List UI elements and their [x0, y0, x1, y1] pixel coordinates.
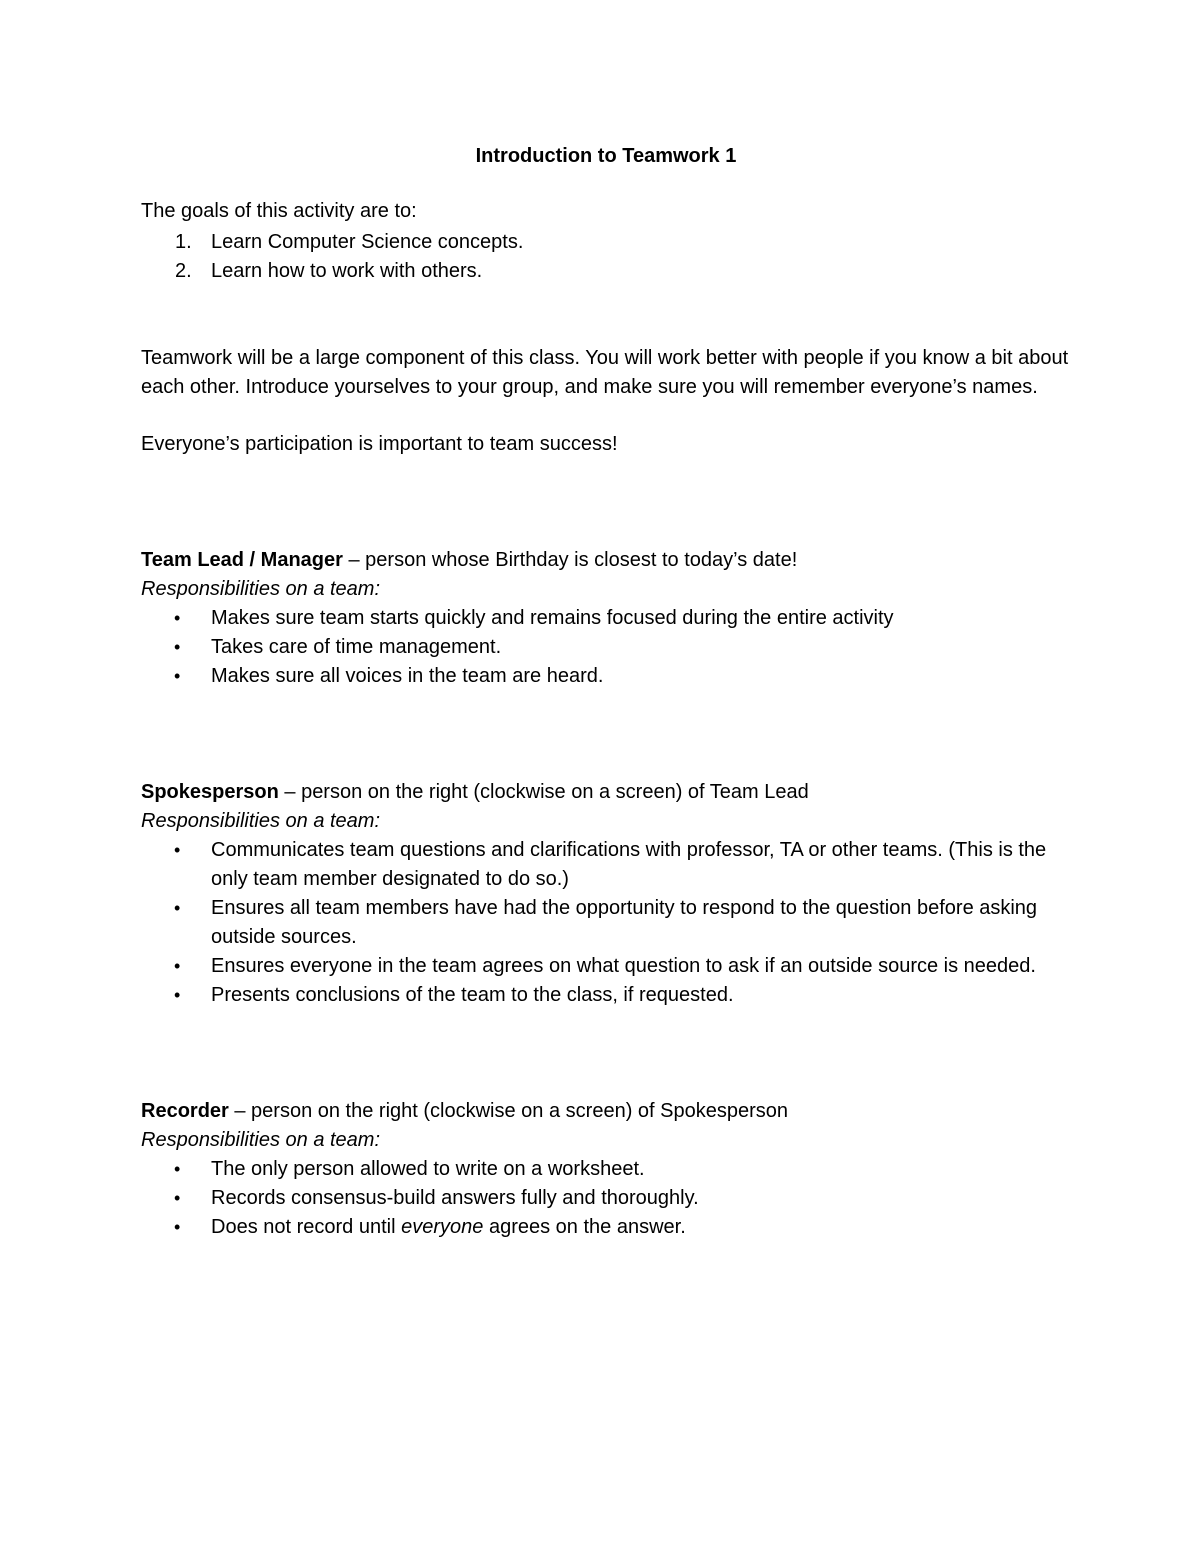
- goals-list-item: [141, 257, 1071, 286]
- document-title: Introduction to Teamwork 1: [475, 145, 737, 167]
- list-item: • Records consensus-build answers fully and thoroughly.: [141, 1184, 1071, 1213]
- goal-text: Learn Computer Science concepts.: [211, 231, 524, 253]
- role-description: – person on the right (clockwise on a screen) of Team Lead: [278, 781, 809, 803]
- role-description: – person on the right (clockwise on a screen) of Spokesperson: [228, 1100, 789, 1122]
- teamwork-paragraph: Teamwork will be a large component of this class. You will work better with people if you know a bit about each other. Introduce yourselves to your group, and make sure you will remember everyone’s names.: [141, 347, 1069, 398]
- bullet-icon: •: [174, 637, 181, 657]
- goals-intro: The goals of this activity are to:: [141, 200, 417, 222]
- emphasis-text: everyone: [401, 1216, 484, 1238]
- goals-list: [141, 228, 1071, 286]
- role-name: Recorder: [141, 1100, 229, 1122]
- participation-paragraph: Everyone’s participation is important to team success!: [141, 433, 618, 455]
- bullet-icon: •: [174, 1217, 181, 1237]
- list-item: • Does not record until everyone agrees on the answer.: [141, 1213, 1071, 1242]
- role-heading: [141, 546, 1071, 575]
- role-section-recorder: [141, 1097, 1071, 1242]
- responsibilities-list: [141, 1155, 1071, 1242]
- list-number: 2.: [175, 260, 192, 282]
- responsibilities-label: Responsibilities on a team:: [141, 578, 381, 600]
- bullet-icon: •: [174, 666, 181, 686]
- bullet-icon: •: [174, 1188, 181, 1208]
- role-description: – person whose Birthday is closest to today’s date!: [342, 549, 798, 571]
- role-section-team-lead: [141, 546, 1071, 691]
- list-item: • Communicates team questions and clarifications with professor, TA or other teams. (This is the only team member designated to do so.): [141, 836, 1071, 894]
- role-heading: [141, 1097, 1071, 1126]
- bullet-icon: •: [174, 956, 181, 976]
- list-item: • Makes sure all voices in the team are heard.: [141, 662, 1071, 691]
- bullet-icon: •: [174, 1159, 181, 1179]
- bullet-icon: •: [174, 898, 181, 918]
- list-item: • Takes care of time management.: [141, 633, 1071, 662]
- responsibilities-list: [141, 604, 1071, 691]
- list-number: 1.: [175, 231, 192, 253]
- goal-text: Learn how to work with others.: [211, 260, 483, 282]
- list-item: • Ensures everyone in the team agrees on what question to ask if an outside source is needed.: [141, 952, 1071, 981]
- role-heading: [141, 778, 1071, 807]
- bullet-icon: •: [174, 608, 181, 628]
- list-item: • Makes sure team starts quickly and remains focused during the entire activity: [141, 604, 1071, 633]
- list-item: • Ensures all team members have had the opportunity to respond to the question before asking outside sources.: [141, 894, 1071, 952]
- responsibilities-label: Responsibilities on a team:: [141, 810, 381, 832]
- role-name: Spokesperson: [141, 781, 279, 803]
- role-section-spokesperson: [141, 778, 1071, 1010]
- bullet-icon: •: [174, 985, 181, 1005]
- bullet-icon: •: [174, 840, 181, 860]
- document-page: [141, 142, 1071, 1242]
- list-item: • Presents conclusions of the team to the class, if requested.: [141, 981, 1071, 1010]
- responsibilities-list: [141, 836, 1071, 1010]
- list-item: • The only person allowed to write on a worksheet.: [141, 1155, 1071, 1184]
- responsibilities-label: Responsibilities on a team:: [141, 1129, 381, 1151]
- role-name: Team Lead / Manager: [141, 549, 343, 571]
- goals-list-item: [141, 228, 1071, 257]
